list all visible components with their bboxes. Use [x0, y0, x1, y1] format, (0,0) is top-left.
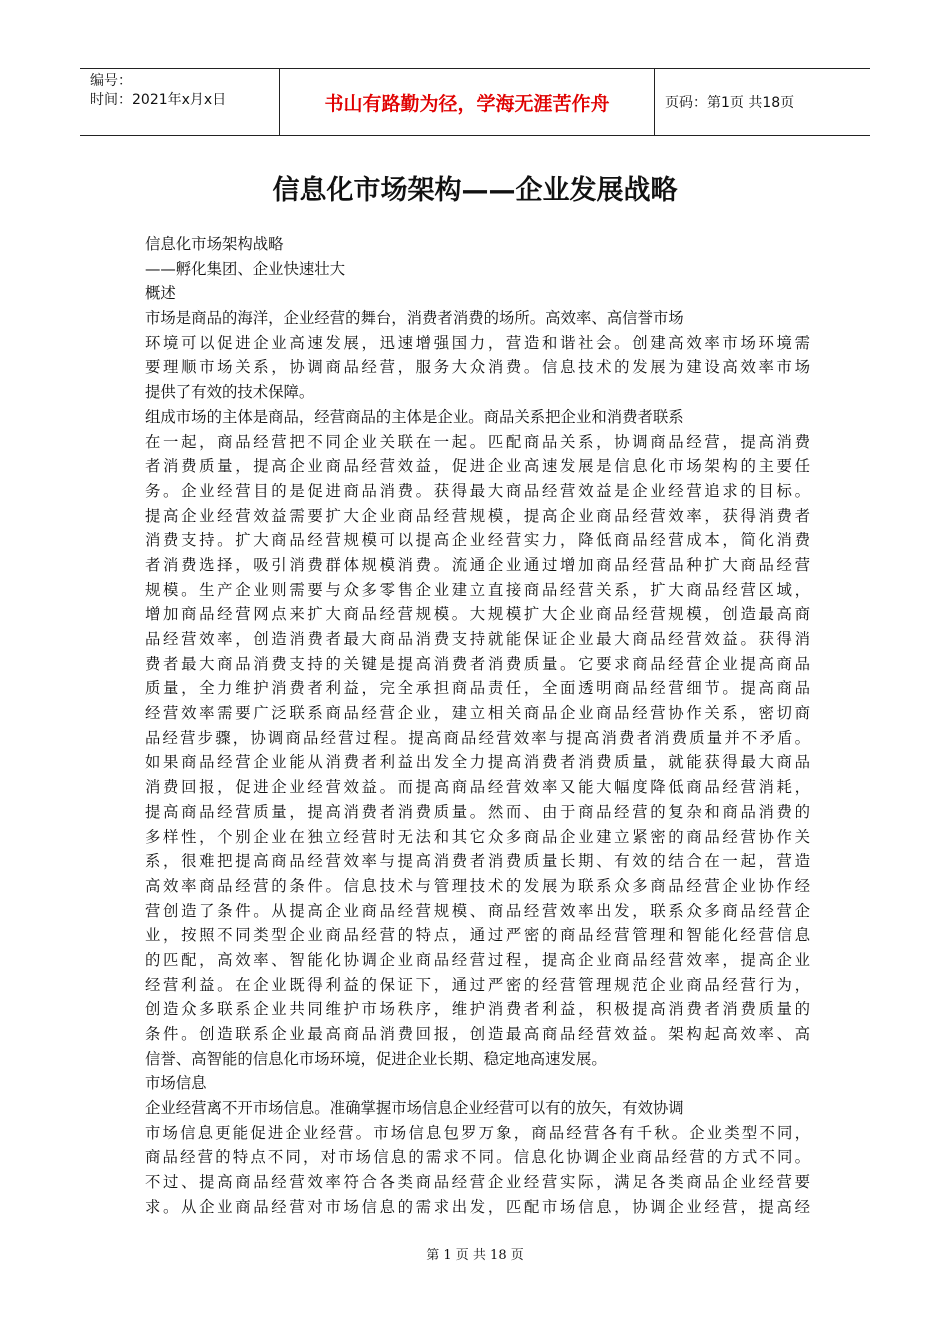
text-line: 在一起，商品经营把不同企业关联在一起。匹配商品关系，协调商品经营，提高消费: [145, 432, 810, 451]
time-label: 时间：2021年x月x日: [90, 92, 227, 108]
text-line: 系，很难把提高商品经营效率与提高消费者消费质量长期、有效的结合在一起，营造: [145, 852, 810, 871]
text-line: 商品经营的特点不同，对市场信息的需求不同。信息化协调企业商品经营的方式不同。: [145, 1148, 810, 1167]
text-line: 环境可以促进企业高速发展，迅速增强国力，营造和谐社会。创建高效率市场环境需: [145, 333, 810, 352]
text-line: 营创造了条件。从提高企业商品经营规模、商品经营效率出发，联系众多商品经营企: [145, 901, 810, 920]
text-line: 提供了有效的技术保障。: [145, 383, 315, 402]
text-line: 创造众多联系企业共同维护市场秩序，维护消费者利益，积极提高消费者消费质量的: [145, 1000, 810, 1019]
text-line: 要理顺市场关系，协调商品经营，服务大众消费。信息技术的发展为建设高效率市场: [145, 358, 810, 377]
document-body: [145, 232, 810, 1220]
text-line: 信誉、高智能的信息化市场环境，促进企业长期、稳定地高速发展。: [145, 1049, 607, 1068]
header-meta-cell: [80, 69, 280, 135]
text-line: 者消费质量，提高企业商品经营效益，促进企业高速发展是信息化市场架构的主要任: [145, 457, 810, 476]
text-line: 规模。生产企业则需要与众多零售企业建立直接商品经营关系，扩大商品经营区域，: [145, 580, 810, 599]
text-line: 组成市场的主体是商品，经营商品的主体是企业。商品关系把企业和消费者联系: [145, 407, 684, 426]
motto-text: 书山有路勤为径，学海无涯苦作舟: [324, 92, 610, 115]
text-line: 品经营效率，创造消费者最大商品消费支持就能保证企业最大商品经营效益。获得消: [145, 630, 810, 648]
text-line: 质量，全力维护消费者利益，完全承担商品责任，全面透明商品经营细节。提高商品: [145, 679, 810, 698]
page-header: [80, 68, 870, 136]
text-line: 多样性，个别企业在独立经营时无法和其它众多商品企业建立紧密的商品经营协作关: [145, 827, 810, 846]
text-line: 高效率商品经营的条件。信息技术与管理技术的发展为联系众多商品经营企业协作经: [145, 876, 810, 895]
text-line: 市场信息: [145, 1074, 207, 1093]
document-title: 信息化市场架构——企业发展战略: [272, 175, 678, 206]
text-line: 经营效率需要广泛联系商品经营企业，建立相关商品企业商品经营协作关系，密切商: [145, 704, 810, 723]
text-line: 不过、提高商品经营效率符合各类商品经营企业经营实际，满足各类商品企业经营要: [145, 1173, 810, 1192]
text-line: 市场信息更能促进企业经营。市场信息包罗万象，商品经营各有千秋。企业类型不同，: [145, 1123, 810, 1142]
text-line: 提高企业经营效益需要扩大企业商品经营规模，提高企业商品经营效率，获得消费者: [145, 506, 810, 525]
header-motto-cell: [280, 69, 655, 135]
text-line: ——孵化集团、企业快速壮大: [145, 259, 346, 278]
text-line: 增加商品经营网点来扩大商品经营规模。大规模扩大企业商品经营规模，创造最高商: [145, 605, 810, 624]
number-label: 编号：: [90, 73, 132, 89]
text-line: 求。从企业商品经营对市场信息的需求出发，匹配市场信息，协调企业经营，提高经: [145, 1197, 810, 1216]
page-info: 页码：第1页 共18页: [665, 95, 795, 111]
text-line: 信息化市场架构战略: [145, 235, 284, 253]
text-line: 提高商品经营质量，提高消费者消费质量。然而、由于商品经营的复杂和商品消费的: [145, 802, 810, 821]
text-line: 者消费选择，吸引消费群体规模消费。流通企业通过增加商品经营品种扩大商品经营: [145, 555, 810, 574]
text-line: 业，按照不同类型企业商品经营的特点，通过严密的商品经营管理和智能化经营信息: [145, 926, 810, 945]
text-line: 费者最大商品消费支持的关键是提高消费者消费质量。它要求商品经营企业提高商品: [145, 654, 810, 673]
text-line: 消费支持。扩大商品经营规模可以提高企业经营实力，降低商品经营成本，简化消费: [145, 531, 810, 550]
text-line: 条件。创造联系企业最高商品消费回报，创造最高商品经营效益。架构起高效率、高: [145, 1025, 810, 1043]
text-line: 的匹配，高效率、智能化协调企业商品经营过程，提高企业商品经营效率，提高企业: [145, 950, 810, 969]
text-line: 务。企业经营目的是促进商品消费。获得最大商品经营效益是企业经营追求的目标。: [145, 481, 810, 500]
page-footer: 第 1 页 共 18 页: [426, 1248, 524, 1263]
text-line: 概述: [145, 284, 176, 303]
header-page-cell: [655, 69, 870, 135]
text-line: 如果商品经营企业能从消费者利益出发全力提高消费者消费质量，就能获得最大商品: [145, 753, 810, 772]
text-line: 经营利益。在企业既得利益的保证下，通过严密的经营管理规范企业商品经营行为，: [145, 975, 810, 994]
text-line: 市场是商品的海洋，企业经营的舞台，消费者消费的场所。高效率、高信誉市场: [145, 309, 684, 328]
text-line: 企业经营离不开市场信息。准确掌握市场信息企业经营可以有的放矢，有效协调: [145, 1099, 684, 1118]
text-line: 消费回报，促进企业经营效益。而提高商品经营效率又能大幅度降低商品经营消耗，: [145, 778, 810, 797]
text-line: 品经营步骤，协调商品经营过程。提高商品经营效率与提高消费者消费质量并不矛盾。: [145, 728, 810, 747]
